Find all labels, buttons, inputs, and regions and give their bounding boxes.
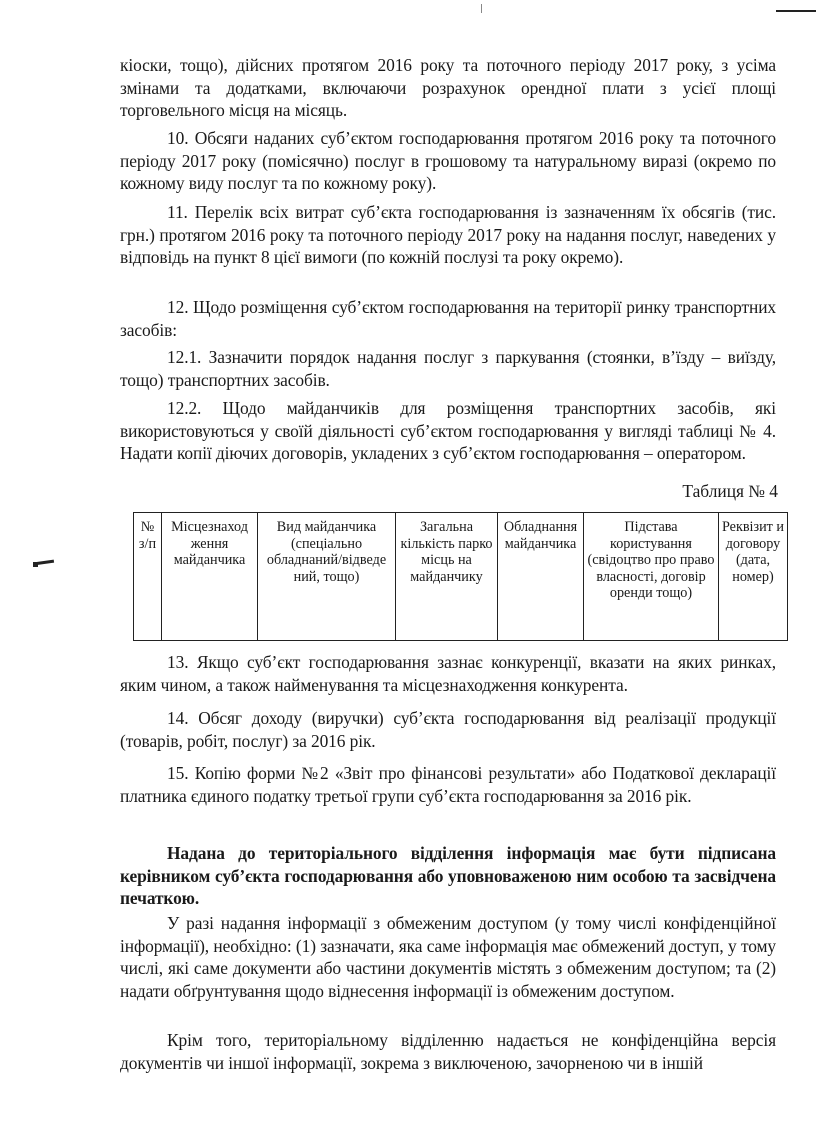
paragraph-item-15: 15. Копію форми №2 «Звіт про фінансові результати» або Податкової декларації платника єдиного податку третьої групи суб’єкта господарювання за 2016 рік. xyxy=(120,763,776,806)
paragraph-item-13: 13. Якщо суб’єкт господарювання зазнає конкуренції, вказати на яких ринках, яким чином, а також найменування та місцезнаходження конкурента. xyxy=(120,652,776,695)
paragraph-restricted-info: У разі надання інформації з обмеженим доступом (у тому числі конфіденційної інформації), необхідно: (1) зазначати, яка саме інформація має обмежений доступ, у тому числі, які саме документи або частини документів містять з обмеженим доступом; та (2) надати обґрунтування щодо віднесення інформації із обмеженим доступом. xyxy=(120,913,776,1001)
paragraph-signature-requirement: Надана до територіального відділення інформація має бути підписана керівником суб’єкта господарювання або уповноваженою ним особою та засвідчена печаткою. xyxy=(120,843,776,908)
table-caption: Таблиця № 4 xyxy=(682,481,778,501)
table-4 xyxy=(133,512,788,641)
paragraph-item-11: 11. Перелік всіх витрат суб’єкта господарювання із зазначенням їх обсягів (тис. грн.) протягом 2016 року та поточного періоду 2017 року на надання послуг, наведених у відповідь на пункт 8 цієї вимоги (по кожній послузі та року окремо). xyxy=(120,202,776,267)
paragraph-item-10: 10. Обсяги наданих суб’єктом господарювання протягом 2016 року та поточного періоду 2017 року (помісячно) послуг в грошовому та натуральному виразі (окремо по кожному виду послуг та по кожному року). xyxy=(120,128,776,193)
paragraph-item-12: 12. Щодо розміщення суб’єктом господарювання на території ринку транспортних засобів: xyxy=(120,297,776,340)
scan-mark-left-dot xyxy=(33,562,38,567)
col-header-number: № з/п xyxy=(134,513,162,641)
paragraph-continuation: кіоски, тощо), дійсних протягом 2016 року та поточного періоду 2017 року, з усіма змінами та додатками, включаючи розрахунок орендної плати з усієї площі торговельного місця на місяць. xyxy=(120,55,776,120)
table-header-row xyxy=(134,513,788,641)
col-header-contract-details: Реквізит и договору (дата, номер) xyxy=(719,513,788,641)
scan-mark-top-center xyxy=(481,4,482,13)
col-header-parking-count: Загальна кількість парко місць на майданчику xyxy=(396,513,498,641)
paragraph-item-12-2: 12.2. Щодо майданчиків для розміщення транспортних засобів, які використовуються у своїй діяльності суб’єктом господарювання у вигляді таблиці № 4. Надати копії діючих договорів, укладених з суб’єктом господарювання – оператором. xyxy=(120,398,776,463)
paragraph-item-14: 14. Обсяг доходу (виручки) суб’єкта господарювання від реалізації продукції (товарів, робіт, послуг) за 2016 рік. xyxy=(120,708,776,751)
paragraph-nonconfidential-version: Крім того, територіальному відділенню надається не конфіденційна версія документів чи іншої інформації, зокрема з виключеною, зачорненою чи в іншій xyxy=(120,1030,776,1073)
paragraph-item-12-1: 12.1. Зазначити порядок надання послуг з паркування (стоянки, в’їзду – виїзду, тощо) транспортних засобів. xyxy=(120,347,776,390)
col-header-equipment: Обладнання майданчика xyxy=(498,513,584,641)
scan-mark-top-right xyxy=(776,10,816,12)
col-header-usage-basis: Підстава користування (свідоцтво про право власності, договір оренди тощо) xyxy=(584,513,719,641)
col-header-location: Місцезнаход ження майданчика xyxy=(162,513,258,641)
col-header-site-type: Вид майданчика (спеціально обладнаний/відведе ний, тощо) xyxy=(258,513,396,641)
